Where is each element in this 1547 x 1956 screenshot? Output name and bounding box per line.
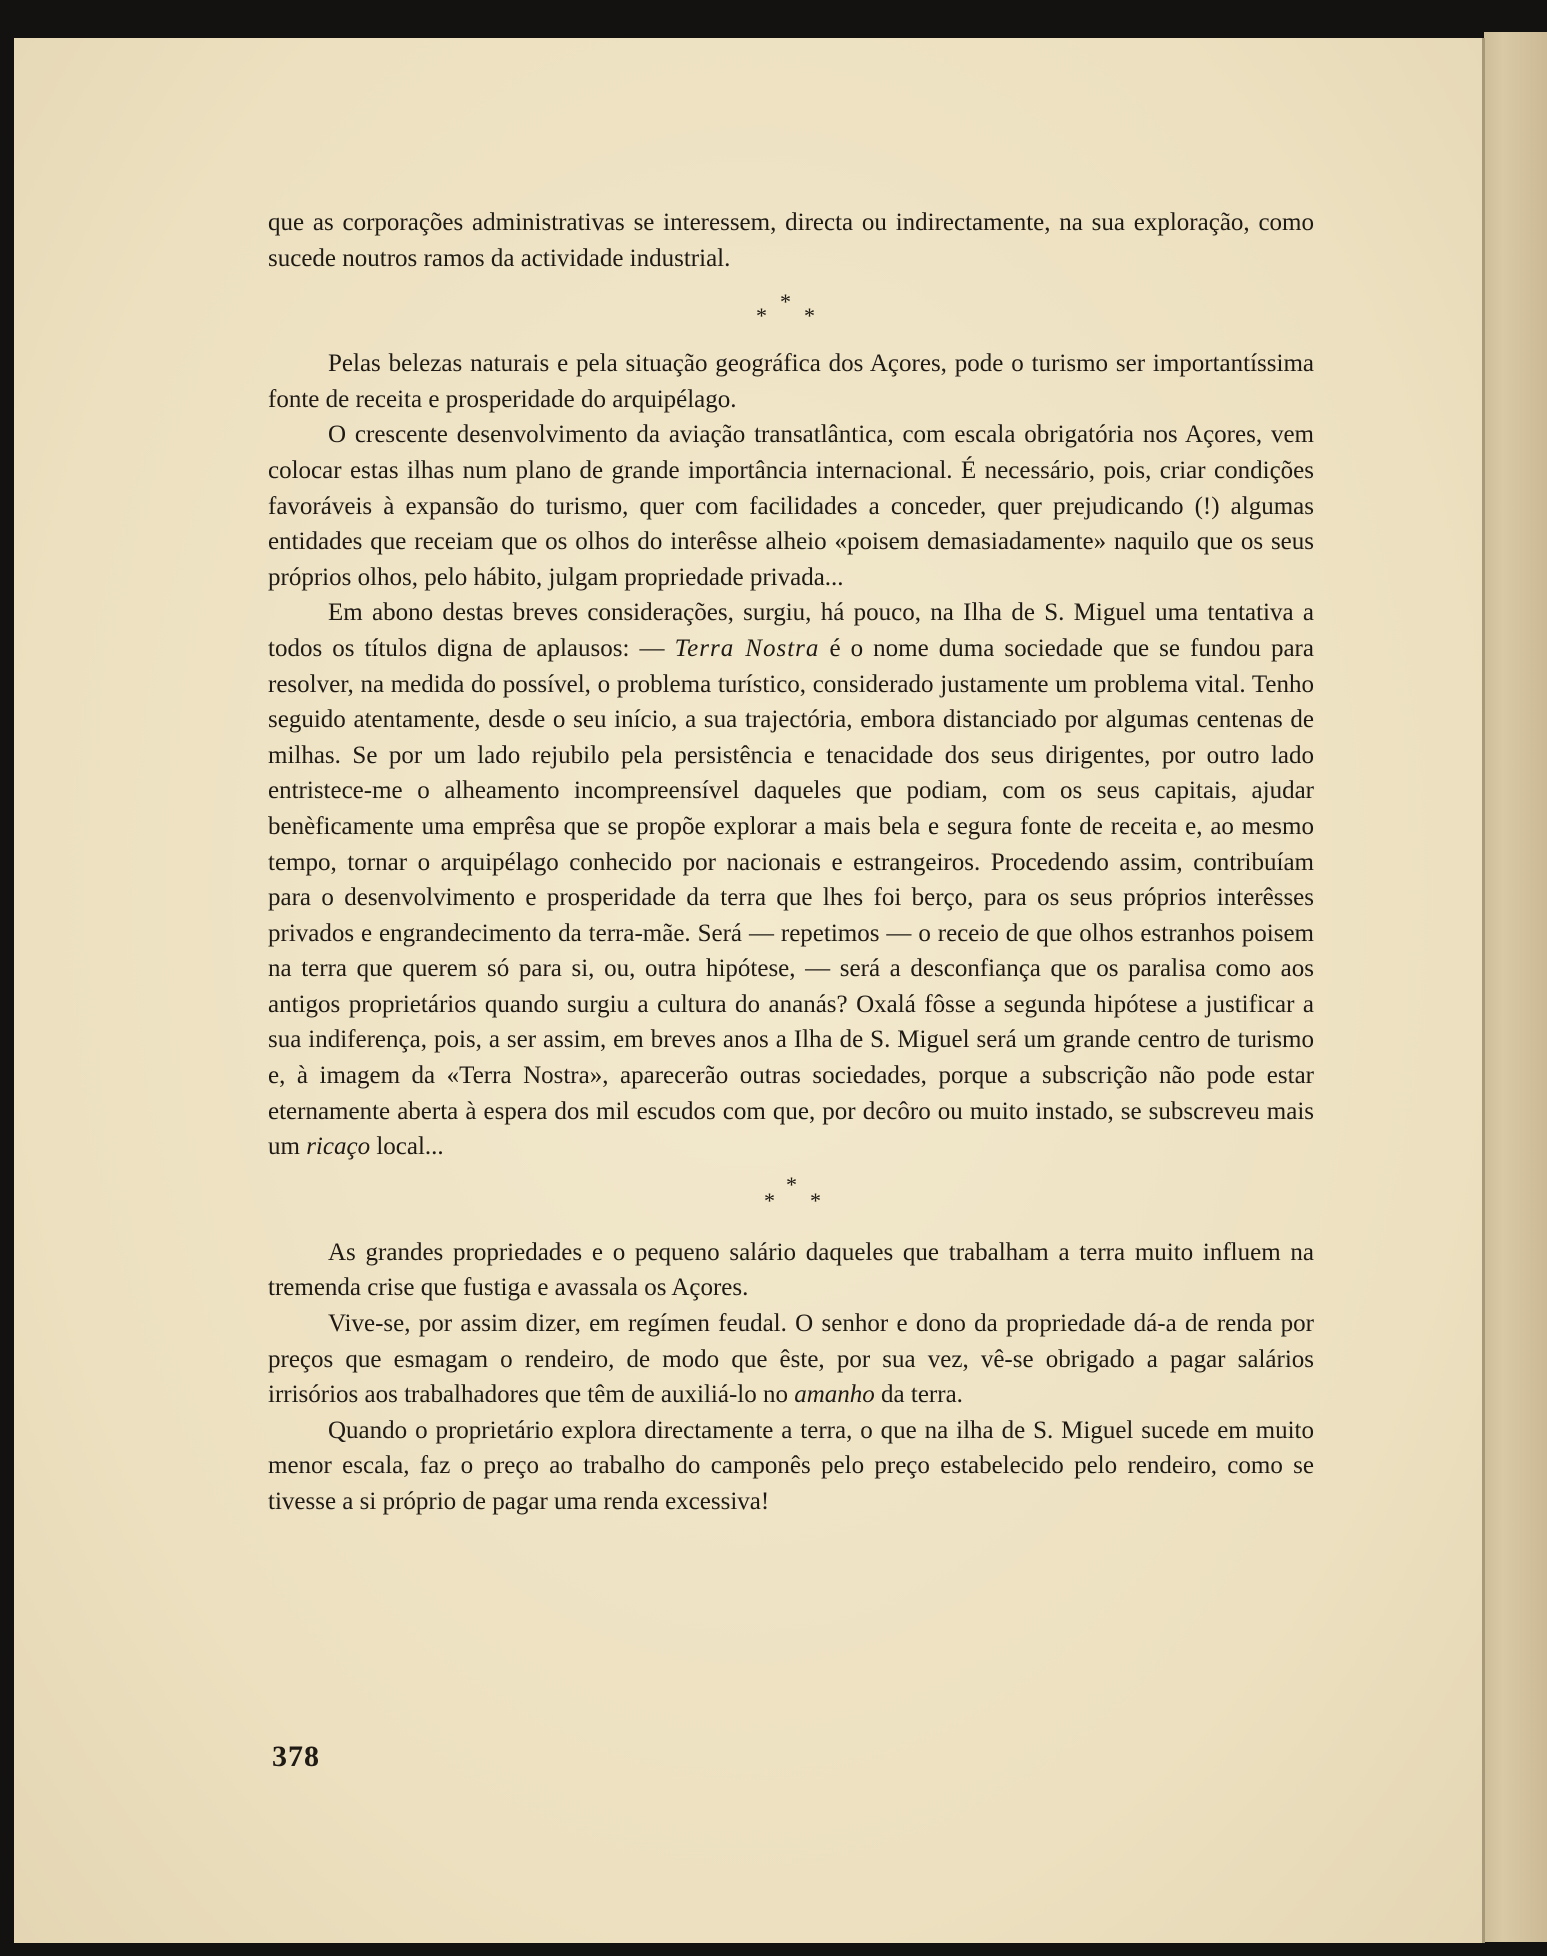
facing-page-edge [1484,32,1547,1942]
separator-star: * [786,1171,797,1197]
paragraph-4-text: Em abono destas breves considerações, surgiu, há pouco, na Ilha de S. Miguel uma tentativa a todos os títulos digna de aplausos: — [268,599,1314,662]
separator-star: * [810,1187,821,1213]
page-gutter [1482,38,1485,1943]
section-separator-1 [268,276,1314,346]
paragraph-1: que as corporações administrativas se interessem, directa ou indirectamente, na sua exploração, como sucede noutros ramos da actividade industrial. [268,209,1314,272]
separator-star: * [804,303,815,329]
paragraph-4-text: local... [370,1133,444,1161]
paragraph-4 [268,595,1314,1165]
page-number: 378 [272,1740,320,1773]
separator-star: * [756,303,767,329]
paragraph-6 [268,1306,1314,1413]
emphasis-word: amanho [794,1381,875,1409]
paragraph-4-text: é o nome duma sociedade que se fundou para resolver, na medida do possível, o problema turístico, considerado justamente um problema vital. Tenho seguido atentamente, desde o seu início, a sua trajectória, embora distanciado por algumas centenas de milhas. Se por um lado rejubilo pela persistência e tenacidade dos seus dirigentes, por outro lado entristece-me o alheamento incompreensível daqueles que podiam, com os seus capitais, ajudar benèficamente uma emprêsa que se propõe explorar a mais bela e segura fonte de receita e, ao mesmo tempo, tornar o arquipélago conhecido por nacionais e estrangeiros. Procedendo assim, contribuíam para o desenvolvimento e prosperidade da terra que lhes foi berço, para os seus próprios interêsses privados e engrandecimento da terra-mãe. Será — repetimos — o receio de que olhos estranhos poisem na terra que querem só para si, ou, outra hipótese, — será a desconfiança que os paralisa como aos antigos proprietários quando surgiu a cultura do ananás? Oxalá fôsse a segunda hipótese a justificar a sua indiferença, pois, a ser assim, em breves anos a Ilha de S. Miguel será um grande centro de turismo e, à imagem da «Terra Nostra», aparecerão outras sociedades, porque a subscrição não pode estar eternamente aberta à espera dos mil escudos com que, por decôro ou muito instado, se subscreveu mais um [268,634,1314,1161]
separator-star: * [764,1187,775,1213]
paragraph-5: As grandes propriedades e o pequeno salário daqueles que trabalham a terra muito influem na tremenda crise que fustiga e avassala os Açores. [268,1238,1314,1302]
emphasis-word: ricaço [306,1133,371,1161]
separator-star: * [780,289,791,315]
body-text [268,205,1314,1520]
section-separator-2 [268,1165,1314,1235]
paragraph-6-text: Vive-se, por assim dizer, em regímen feudal. O senhor e dono da propriedade dá-a de renda por preços que esmagam o rendeiro, de modo que êste, por sua vez, vê-se obrigado a pagar salários irrisórios aos trabalhadores que têm de auxiliá-lo no [268,1310,1314,1409]
society-name: Terra Nostra [674,634,820,662]
paragraph-3: O crescente desenvolvimento da aviação transatlântica, com escala obrigatória nos Açores, vem colocar estas ilhas num plano de grande importância internacional. É necessário, pois, criar condições favoráveis à expansão do turismo, quer com facilidades a conceder, quer prejudicando (!) algumas entidades que receiam que os olhos do interêsse alheio «poisem demasiadamente» naquilo que os seus próprios olhos, pelo hábito, julgam propriedade privada... [268,421,1314,591]
paragraph-2: Pelas belezas naturais e pela situação geográfica dos Açores, pode o turismo ser importantíssima fonte de receita e prosperidade do arquipélago. [268,350,1314,413]
paragraph-7: Quando o proprietário explora directamente a terra, o que na ilha de S. Miguel sucede em muito menor escala, faz o preço ao trabalho do camponês pelo preço estabelecido pelo rendeiro, como se tivesse a si próprio de pagar uma renda excessiva! [268,1416,1314,1515]
paragraph-6-text: da terra. [874,1381,963,1409]
